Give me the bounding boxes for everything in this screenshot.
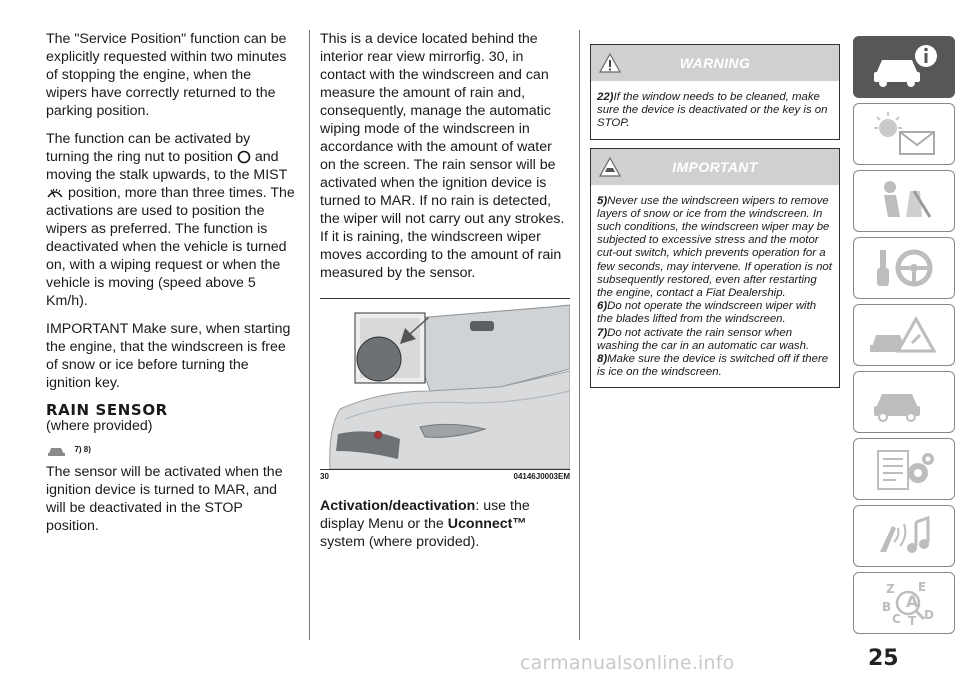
warning-text: If the window needs to be cleaned, make sure the device is deactivated or the key is on STOP. — [597, 91, 828, 130]
item-number: 5) — [597, 194, 608, 207]
important-item — [597, 353, 835, 379]
svg-text:C: C — [892, 612, 901, 626]
activation-text-1: : use the display Menu or the — [320, 498, 530, 532]
side-tab-technical-data[interactable] — [853, 438, 955, 500]
mist-wiper-icon — [46, 186, 64, 200]
side-tab-car-info[interactable] — [853, 36, 955, 98]
rain-sensor-description: This is a device located behind the interior rear view mirrorfig. 30, in contact with the windscreen and can measure the amount of rain and, consequently, manage the automatic wiping mode of the windscreen in accordance with the amount of water on the screen. The rain sensor will be activated when the ignition device is turned to MAR. If no rain is detected, the wiper will not carry out any strokes. If it is raining, the windscreen wiper moves according to the amount of rain measured by the sensor. — [320, 31, 565, 281]
warning-lights-mail-icon — [866, 110, 942, 158]
key-steering-wheel-icon — [866, 244, 942, 292]
item-text: Make sure the device is switched off if there is ice on the windscreen. — [597, 353, 829, 379]
side-tab-maintenance[interactable] — [853, 371, 955, 433]
figure-30 — [320, 298, 570, 481]
item-text: Do not activate the rain sensor when washing the car in an automatic car wash. — [597, 326, 810, 352]
svg-text:B: B — [882, 600, 892, 614]
warning-box — [590, 44, 840, 140]
activation-paragraph — [46, 130, 296, 310]
column-right — [590, 44, 840, 396]
svg-text:T: T — [908, 614, 917, 627]
side-tab-index[interactable] — [853, 572, 955, 634]
technical-specs-icon — [866, 445, 942, 493]
svg-text:Z: Z — [886, 582, 895, 596]
rain-sensor-heading: RAIN SENSOR — [46, 401, 168, 419]
figure-code: 04146J0003EM — [513, 472, 570, 481]
important-header — [591, 149, 839, 185]
figure-caption — [320, 469, 570, 481]
activation-deactivation-paragraph — [320, 497, 570, 551]
ring-nut-position-icon — [237, 150, 251, 164]
important-item — [597, 195, 835, 301]
warning-number: 22) — [597, 91, 614, 103]
important-body — [591, 185, 839, 388]
car-rain-sensor-illustration — [320, 299, 570, 469]
warning-car-icon — [46, 442, 68, 458]
important-item — [597, 327, 835, 353]
rain-sensor-subheading: (where provided) — [46, 418, 153, 434]
column-divider-left — [309, 30, 310, 640]
side-tab-safety[interactable] — [853, 170, 955, 232]
activation-deactivation-label: Activation/deactivation — [320, 498, 476, 514]
column-middle — [320, 30, 570, 561]
warning-header — [591, 45, 839, 81]
important-title: IMPORTANT — [672, 158, 758, 175]
activation-text-2: system (where provided). — [320, 534, 480, 550]
item-number: 6) — [597, 300, 608, 313]
item-number: 8) — [597, 353, 608, 366]
item-text: Never use the windscreen wipers to remove layers of snow or ice from the windscreen. In such conditions, the windscreen wiper may be subjected to excessive stress and the motor cut-out switch, which prevents operation for a few seconds, may intervene. If operation is not subsequently restored, even after restarting the engine, contact a Fiat Dealership. — [597, 194, 832, 300]
warning-body — [591, 81, 839, 139]
side-tab-emergency[interactable] — [853, 304, 955, 366]
index-abc-icon — [866, 579, 942, 627]
figure-number: 30 — [320, 472, 329, 481]
activation-text-a: The function can be activated by turning the ring nut to position — [46, 131, 251, 165]
breakdown-road-icon — [866, 311, 942, 359]
svg-text:A: A — [906, 592, 919, 611]
important-snow-paragraph: IMPORTANT Make sure, when starting the engine, that the windscreen is free of snow or ice before turning the ignition key. — [46, 321, 291, 391]
warning-title: WARNING — [679, 55, 751, 71]
side-tab-multimedia[interactable] — [853, 505, 955, 567]
multimedia-icon — [866, 512, 942, 560]
side-tab-warning-lights[interactable] — [853, 103, 955, 165]
seat-safety-icon — [866, 177, 942, 225]
watermark: carmanualsonline.info — [520, 652, 735, 674]
reference-numbers: 7) 8) — [74, 445, 91, 455]
reference-line — [46, 441, 296, 457]
column-left — [46, 30, 296, 535]
item-number: 7) — [597, 326, 608, 339]
page-number: 25 — [868, 646, 899, 671]
service-position-paragraph: The "Service Position" function can be explicitly requested within two minutes of stopping the engine, when the wipers have correctly returned to the parking position. — [46, 31, 287, 119]
svg-text:D: D — [924, 608, 934, 622]
car-maintenance-icon — [866, 378, 942, 426]
column-divider-right — [579, 30, 580, 640]
item-text: Do not operate the windscreen wiper with the blades lifted from the windscreen. — [597, 300, 817, 326]
activation-text-c: position, more than three times. The activations are used to position the wipers as preferred. The function is deactivated when the vehicle is turned on, with a wiping request or when the vehicle is moving (speed above 5 Km/h). — [46, 185, 295, 309]
car-info-icon — [868, 44, 940, 90]
warning-triangle-icon — [599, 53, 621, 73]
activation-text-b: and moving the stalk upwards, to the MIST — [46, 149, 288, 183]
sensor-activation-paragraph: The sensor will be activated when the ignition device is turned to MAR, and will be deactivated in the STOP position. — [46, 464, 283, 534]
side-tab-starting-driving[interactable] — [853, 237, 955, 299]
uconnect-label: Uconnect™ — [447, 516, 527, 532]
important-box — [590, 148, 840, 389]
important-car-icon — [599, 157, 621, 177]
svg-text:E: E — [918, 580, 927, 594]
important-item — [597, 300, 835, 326]
